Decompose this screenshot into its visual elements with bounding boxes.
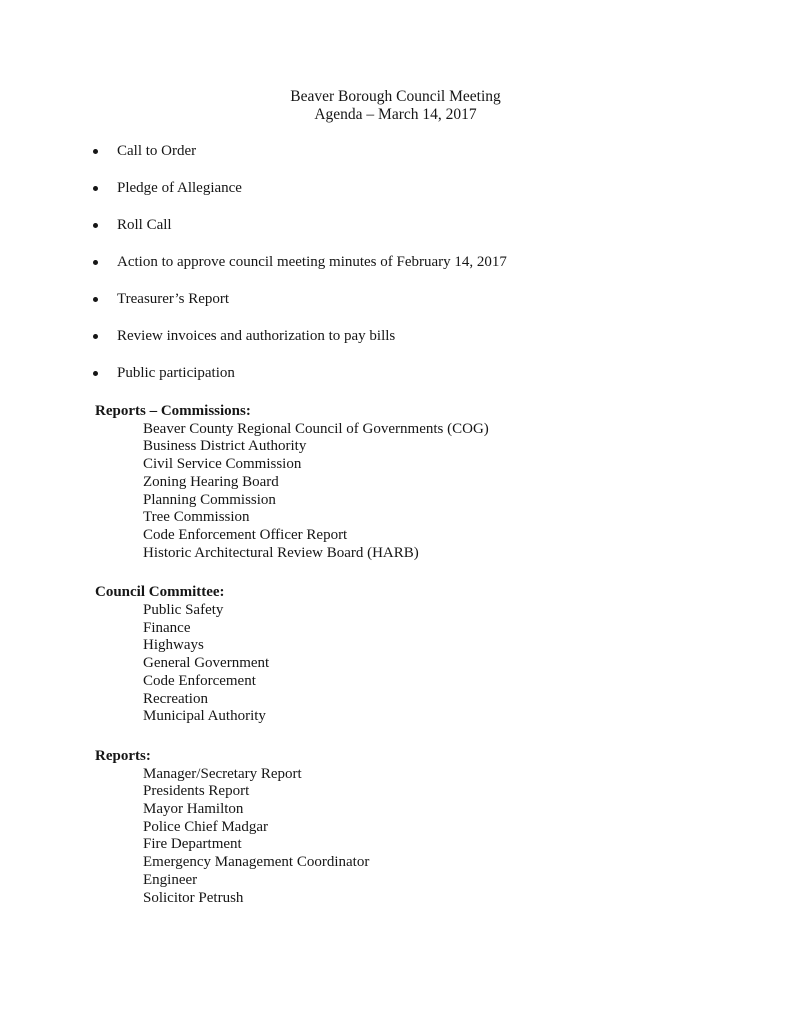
section-reports-commissions (0, 403, 791, 562)
section-item: Recreation (143, 690, 208, 707)
bullet-icon (93, 334, 98, 339)
bullet-icon (93, 371, 98, 376)
section-item: Fire Department (143, 836, 242, 853)
section-item: Manager/Secretary Report (143, 765, 302, 782)
bullet-icon (93, 186, 98, 191)
section-item: Tree Commission (143, 509, 250, 526)
section-item: Planning Commission (143, 491, 276, 508)
section-item-list (95, 766, 751, 908)
agenda-item-text: Call to Order (117, 143, 197, 159)
section-item: Finance (143, 619, 191, 636)
document-title-line2: Agenda – March 14, 2017 (314, 106, 477, 123)
section-item-list (95, 421, 751, 563)
bullet-icon (93, 260, 98, 265)
agenda-bullet-item (93, 366, 751, 381)
agenda-item-text: Treasurer’s Report (117, 291, 230, 307)
agenda-item-text: Review invoices and authorization to pay bills (117, 328, 396, 344)
section-item: Mayor Hamilton (143, 801, 244, 818)
agenda-bullet-list (0, 144, 791, 381)
section-item: Solicitor Petrush (143, 889, 244, 906)
document-title (0, 0, 791, 124)
section-reports (0, 748, 791, 907)
bullet-icon (93, 297, 98, 302)
agenda-bullet-item (93, 218, 751, 233)
section-heading: Council Committee: (95, 584, 225, 601)
agenda-bullet-item (93, 329, 751, 344)
section-item: Police Chief Madgar (143, 818, 268, 835)
section-item: Zoning Hearing Board (143, 473, 279, 490)
agenda-item-text: Action to approve council meeting minutes of February 14, 2017 (117, 254, 507, 270)
section-item: Highways (143, 637, 204, 654)
bullet-icon (93, 149, 98, 154)
agenda-item-text: Public participation (117, 365, 235, 381)
section-item: Presidents Report (143, 783, 250, 800)
section-item: Engineer (143, 871, 198, 888)
agenda-item-text: Roll Call (117, 217, 172, 233)
section-item: Emergency Management Coordinator (143, 854, 370, 871)
section-item: Code Enforcement Officer Report (143, 526, 348, 543)
section-heading: Reports: (95, 747, 151, 764)
agenda-bullet-item (93, 255, 751, 270)
section-item: Business District Authority (143, 438, 307, 455)
agenda-bullet-item (93, 292, 751, 307)
section-item: Historic Architectural Review Board (HARB) (143, 544, 419, 561)
section-item-list (95, 602, 751, 726)
bullet-icon (93, 223, 98, 228)
section-item: General Government (143, 655, 270, 672)
section-item: Municipal Authority (143, 708, 266, 725)
section-council-committee (0, 584, 791, 726)
section-heading: Reports – Commissions: (95, 403, 251, 419)
agenda-item-text: Pledge of Allegiance (117, 180, 242, 196)
section-item: Civil Service Commission (143, 456, 302, 473)
agenda-bullet-item (93, 181, 751, 196)
agenda-bullet-item (93, 144, 751, 159)
section-item: Beaver County Regional Council of Governments (COG) (143, 420, 489, 437)
section-item: Public Safety (143, 602, 224, 619)
document-title-line1: Beaver Borough Council Meeting (290, 88, 501, 105)
section-item: Code Enforcement (143, 672, 256, 689)
